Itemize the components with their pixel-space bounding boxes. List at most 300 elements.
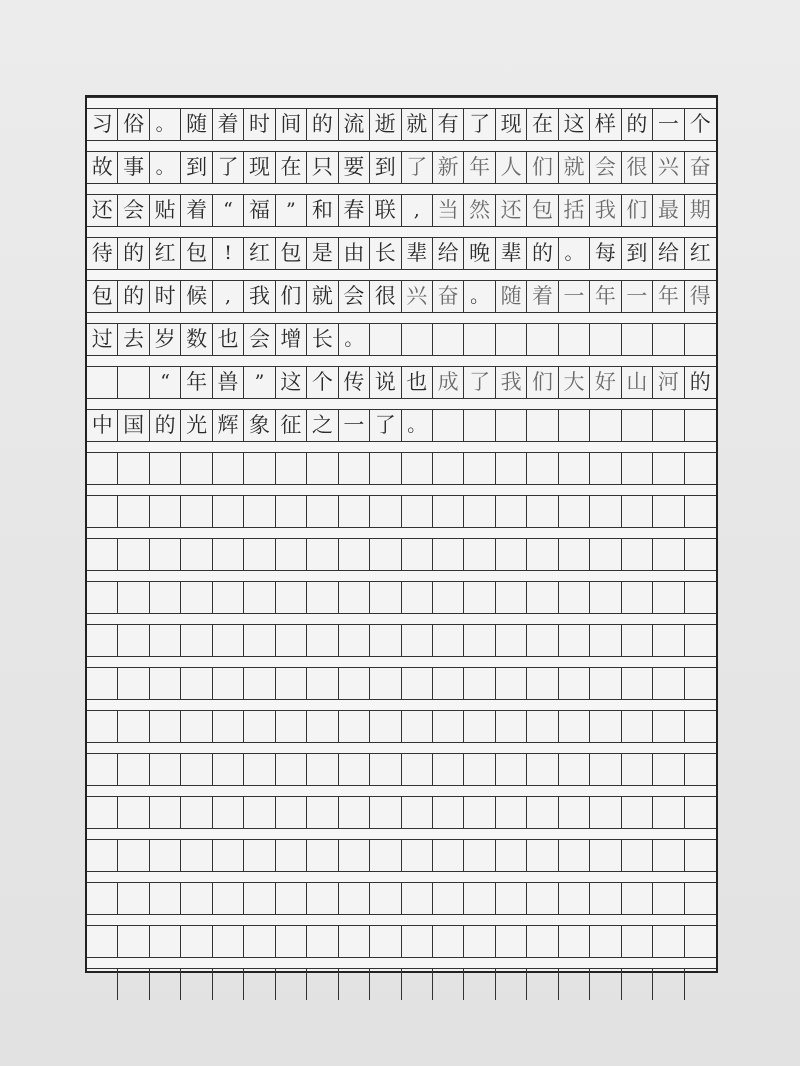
grid-cell — [433, 539, 464, 570]
grid-cell — [307, 711, 338, 742]
grid-cell — [339, 797, 370, 828]
grid-row-separator — [87, 484, 716, 496]
grid-cell — [559, 883, 590, 914]
grid-cell — [87, 969, 118, 1000]
grid-cell: 着 — [213, 109, 244, 140]
grid-row-separator — [87, 914, 716, 926]
grid-cell — [370, 582, 401, 613]
grid-cell: 是 — [307, 238, 338, 269]
grid-cell — [402, 625, 433, 656]
grid-cell — [118, 668, 149, 699]
grid-cell — [559, 625, 590, 656]
grid-cell — [622, 668, 653, 699]
grid-cell — [464, 711, 495, 742]
grid-row — [87, 539, 716, 570]
grid-row-separator — [87, 699, 716, 711]
grid-cell — [527, 410, 558, 441]
grid-cell: 晚 — [464, 238, 495, 269]
grid-cell: 现 — [244, 152, 275, 183]
grid-cell — [527, 625, 558, 656]
grid-cell — [307, 797, 338, 828]
grid-cell — [213, 883, 244, 914]
grid-cell: 由 — [339, 238, 370, 269]
grid-cell: 辈 — [496, 238, 527, 269]
grid-cell — [653, 453, 684, 484]
grid-cell — [181, 625, 212, 656]
grid-cell: “ — [213, 195, 244, 226]
grid-cell — [559, 926, 590, 957]
grid-cell — [370, 797, 401, 828]
grid-cell — [464, 453, 495, 484]
grid-cell: 到 — [181, 152, 212, 183]
grid-row-separator — [87, 269, 716, 281]
grid-cell: 要 — [339, 152, 370, 183]
grid-cell: 福 — [244, 195, 275, 226]
grid-cell — [590, 797, 621, 828]
grid-row-separator — [87, 441, 716, 453]
grid-cell: 过 — [87, 324, 118, 355]
grid-cell — [370, 969, 401, 1000]
grid-cell — [496, 496, 527, 527]
grid-cell — [590, 926, 621, 957]
grid-cell — [370, 883, 401, 914]
grid-row — [87, 969, 716, 1000]
grid-cell — [118, 883, 149, 914]
grid-cell — [276, 668, 307, 699]
grid-cell — [464, 625, 495, 656]
grid-cell — [307, 668, 338, 699]
grid-row-separator — [87, 226, 716, 238]
grid-cell — [653, 969, 684, 1000]
grid-cell — [276, 711, 307, 742]
grid-row — [87, 496, 716, 527]
grid-cell: 时 — [150, 281, 181, 312]
grid-row-separator — [87, 957, 716, 969]
grid-cell: 包 — [181, 238, 212, 269]
grid-cell — [244, 711, 275, 742]
grid-cell — [685, 453, 716, 484]
grid-cell: 红 — [689, 241, 711, 265]
grid-cell — [402, 797, 433, 828]
grid-cell: 红 — [150, 238, 181, 269]
grid-cell — [118, 453, 149, 484]
grid-cell: 还 — [496, 195, 527, 226]
grid-row — [87, 668, 716, 699]
grid-cell: 随 — [181, 109, 212, 140]
grid-cell: 们 — [527, 367, 558, 398]
grid-cell: , — [213, 281, 244, 312]
grid-cell: 就 — [402, 109, 433, 140]
grid-cell — [402, 711, 433, 742]
grid-cell — [276, 883, 307, 914]
grid-cell: 山 — [622, 367, 653, 398]
grid-cell — [150, 539, 181, 570]
grid-cell — [590, 539, 621, 570]
grid-cell: 。 — [559, 238, 590, 269]
grid-cell — [370, 668, 401, 699]
grid-row — [87, 926, 716, 957]
grid-cell — [307, 840, 338, 871]
grid-cell: 在 — [276, 152, 307, 183]
grid-cell: 待 — [87, 238, 118, 269]
grid-cell — [622, 797, 653, 828]
grid-cell — [87, 754, 118, 785]
grid-cell: 就 — [559, 152, 590, 183]
grid-cell — [685, 324, 716, 355]
grid-cell: 一 — [653, 109, 684, 140]
grid-cell — [402, 496, 433, 527]
grid-cell — [559, 453, 590, 484]
grid-cell — [559, 754, 590, 785]
grid-row-separator — [87, 871, 716, 883]
grid-cell — [464, 926, 495, 957]
grid-cell — [276, 840, 307, 871]
grid-cell — [622, 539, 653, 570]
grid-cell — [402, 539, 433, 570]
grid-cell — [496, 754, 527, 785]
grid-cell — [559, 797, 590, 828]
grid-cell — [622, 496, 653, 527]
grid-cell: 好 — [590, 367, 621, 398]
grid-row — [87, 195, 716, 226]
grid-cell — [87, 883, 118, 914]
grid-cell: 给 — [653, 238, 684, 269]
grid-cell — [590, 625, 621, 656]
grid-cell — [150, 926, 181, 957]
grid-cell — [181, 969, 212, 1000]
grid-cell — [496, 711, 527, 742]
grid-cell — [87, 668, 118, 699]
grid-row — [87, 453, 716, 484]
grid-cell — [339, 969, 370, 1000]
grid-cell — [276, 969, 307, 1000]
grid-cell: 年 — [653, 281, 684, 312]
grid-cell: 得 — [689, 284, 711, 308]
grid-cell — [496, 410, 527, 441]
grid-cell — [150, 711, 181, 742]
grid-cell: 个 — [689, 112, 711, 136]
grid-cell — [181, 668, 212, 699]
grid-cell — [685, 840, 716, 871]
grid-cell: 征 — [276, 410, 307, 441]
grid-cell — [87, 926, 118, 957]
grid-cell — [244, 668, 275, 699]
grid-cell — [118, 754, 149, 785]
grid-cell: 我 — [590, 195, 621, 226]
grid-cell — [276, 926, 307, 957]
grid-cell: 很 — [622, 152, 653, 183]
grid-cell — [496, 840, 527, 871]
grid-cell — [464, 840, 495, 871]
grid-cell — [339, 625, 370, 656]
grid-cell — [433, 840, 464, 871]
grid-cell — [402, 582, 433, 613]
grid-cell — [87, 625, 118, 656]
grid-cell: 间 — [276, 109, 307, 140]
grid-cell — [590, 840, 621, 871]
grid-cell — [402, 324, 433, 355]
grid-cell — [559, 324, 590, 355]
grid-cell — [307, 926, 338, 957]
grid-cell — [181, 926, 212, 957]
grid-cell: 然 — [464, 195, 495, 226]
grid-cell — [622, 883, 653, 914]
grid-cell — [496, 668, 527, 699]
grid-cell: 的 — [307, 109, 338, 140]
grid-cell — [464, 754, 495, 785]
grid-cell — [653, 754, 684, 785]
grid-cell: 在 — [527, 109, 558, 140]
grid-cell: 大 — [559, 367, 590, 398]
grid-row — [87, 840, 716, 871]
grid-row — [87, 109, 716, 140]
grid-cell: 辉 — [213, 410, 244, 441]
grid-cell: ” — [244, 367, 275, 398]
grid-cell — [685, 711, 716, 742]
grid-cell — [622, 324, 653, 355]
grid-cell: 事 — [118, 152, 149, 183]
grid-cell — [527, 668, 558, 699]
grid-cell: 只 — [307, 152, 338, 183]
grid-cell — [496, 539, 527, 570]
grid-cell — [527, 754, 558, 785]
grid-cell: 括 — [559, 195, 590, 226]
grid-cell — [244, 926, 275, 957]
grid-cell: 故 — [87, 152, 118, 183]
grid-cell — [87, 797, 118, 828]
grid-cell — [244, 840, 275, 871]
grid-cell — [402, 840, 433, 871]
grid-cell: 给 — [433, 238, 464, 269]
grid-cell — [150, 496, 181, 527]
grid-cell — [87, 582, 118, 613]
grid-cell: 的 — [118, 238, 149, 269]
grid-cell — [181, 797, 212, 828]
grid-cell — [181, 539, 212, 570]
grid-row-separator — [87, 355, 716, 367]
grid-cell: 年 — [181, 367, 212, 398]
grid-cell — [590, 324, 621, 355]
grid-cell: “ — [150, 367, 181, 398]
grid-cell — [433, 969, 464, 1000]
grid-cell — [181, 754, 212, 785]
grid-cell: 当 — [433, 195, 464, 226]
grid-cell: 一 — [339, 410, 370, 441]
grid-cell: 新 — [433, 152, 464, 183]
grid-cell: 的 — [622, 109, 653, 140]
grid-cell — [527, 840, 558, 871]
grid-cell: 时 — [244, 109, 275, 140]
grid-cell — [590, 883, 621, 914]
grid-cell: 。 — [150, 109, 181, 140]
grid-cell: 流 — [339, 109, 370, 140]
grid-cell — [150, 668, 181, 699]
grid-cell — [307, 539, 338, 570]
grid-cell — [87, 496, 118, 527]
grid-cell — [213, 539, 244, 570]
grid-cell — [653, 797, 684, 828]
grid-cell: 们 — [527, 152, 558, 183]
grid-cell — [559, 496, 590, 527]
grid-cell — [244, 797, 275, 828]
grid-cell: 俗 — [118, 109, 149, 140]
grid-cell — [213, 797, 244, 828]
grid-cell — [402, 668, 433, 699]
grid-cell: 去 — [118, 324, 149, 355]
grid-cell — [559, 840, 590, 871]
grid-cell — [622, 410, 653, 441]
grid-cell — [527, 324, 558, 355]
grid-cell — [464, 410, 495, 441]
grid-cell: 很 — [370, 281, 401, 312]
grid-cell — [433, 797, 464, 828]
grid-cell — [464, 969, 495, 1000]
grid-row-separator — [87, 613, 716, 625]
grid-cell — [433, 926, 464, 957]
grid-cell: 还 — [87, 195, 118, 226]
grid-cell: 包 — [527, 195, 558, 226]
grid-cell — [527, 883, 558, 914]
grid-cell — [87, 367, 118, 398]
grid-cell: ” — [276, 195, 307, 226]
grid-row-separator — [87, 398, 716, 410]
grid-cell — [527, 926, 558, 957]
grid-cell — [150, 754, 181, 785]
grid-cell — [402, 453, 433, 484]
grid-cell — [464, 883, 495, 914]
grid-cell — [339, 453, 370, 484]
grid-cell — [685, 797, 716, 828]
grid-cell: 了 — [464, 109, 495, 140]
grid-cell — [464, 496, 495, 527]
grid-row-separator — [87, 527, 716, 539]
grid-cell — [496, 797, 527, 828]
grid-cell — [307, 754, 338, 785]
grid-cell: 中 — [87, 410, 118, 441]
grid-cell — [464, 582, 495, 613]
grid-cell — [559, 668, 590, 699]
grid-cell: , — [402, 195, 433, 226]
grid-cell — [244, 539, 275, 570]
grid-cell: 了 — [464, 367, 495, 398]
grid-cell: 春 — [339, 195, 370, 226]
grid-cell: 联 — [370, 195, 401, 226]
grid-cell — [527, 797, 558, 828]
grid-cell — [685, 625, 716, 656]
grid-row-separator — [87, 183, 716, 195]
grid-cell — [181, 582, 212, 613]
grid-cell — [590, 711, 621, 742]
grid-cell — [402, 926, 433, 957]
grid-cell: 会 — [118, 195, 149, 226]
grid-row-separator — [87, 828, 716, 840]
grid-cell — [370, 625, 401, 656]
grid-cell — [496, 324, 527, 355]
grid-cell — [244, 883, 275, 914]
grid-cell: 现 — [496, 109, 527, 140]
grid-cell — [370, 926, 401, 957]
grid-cell: 年 — [464, 152, 495, 183]
grid-cell: 我 — [244, 281, 275, 312]
grid-cell — [685, 668, 716, 699]
grid-cell — [276, 453, 307, 484]
grid-cell: 兴 — [402, 281, 433, 312]
grid-cell: 候 — [181, 281, 212, 312]
grid-cell — [213, 668, 244, 699]
grid-cell: 增 — [276, 324, 307, 355]
grid-cell — [653, 711, 684, 742]
grid-cell — [339, 496, 370, 527]
grid-cell: 随 — [496, 281, 527, 312]
grid-cell — [213, 496, 244, 527]
grid-cell: 逝 — [370, 109, 401, 140]
grid-cell — [118, 582, 149, 613]
grid-cell — [653, 410, 684, 441]
grid-cell: 河 — [653, 367, 684, 398]
grid-cell — [527, 453, 558, 484]
grid-cell — [622, 840, 653, 871]
grid-cell: 到 — [370, 152, 401, 183]
grid-cell: 奋 — [433, 281, 464, 312]
grid-cell: 数 — [181, 324, 212, 355]
grid-cell: 贴 — [150, 195, 181, 226]
grid-cell: 包 — [87, 281, 118, 312]
grid-row — [87, 367, 716, 398]
grid-cell — [118, 367, 149, 398]
grid-cell: 到 — [622, 238, 653, 269]
grid-cell — [653, 625, 684, 656]
grid-cell: 一 — [559, 281, 590, 312]
grid-cell — [150, 625, 181, 656]
grid-cell — [87, 711, 118, 742]
grid-cell — [213, 711, 244, 742]
grid-cell — [370, 754, 401, 785]
grid-cell — [118, 797, 149, 828]
grid-row-separator — [87, 656, 716, 668]
grid-cell: 年 — [590, 281, 621, 312]
grid-cell — [118, 539, 149, 570]
grid-cell — [590, 668, 621, 699]
grid-cell: 着 — [181, 195, 212, 226]
grid-cell — [244, 754, 275, 785]
grid-cell — [339, 926, 370, 957]
grid-row — [87, 324, 716, 355]
grid-cell: 人 — [496, 152, 527, 183]
grid-cell — [307, 496, 338, 527]
grid-cell: 样 — [590, 109, 621, 140]
grid-cell — [150, 797, 181, 828]
grid-cell — [433, 496, 464, 527]
grid-row — [87, 625, 716, 656]
grid-cell: 有 — [433, 109, 464, 140]
grid-row — [87, 883, 716, 914]
grid-cell: 奋 — [689, 155, 711, 179]
grid-cell — [433, 883, 464, 914]
grid-row — [87, 711, 716, 742]
grid-cell — [496, 883, 527, 914]
grid-cell — [590, 582, 621, 613]
grid-cell — [653, 883, 684, 914]
grid-cell — [685, 754, 716, 785]
grid-cell: 了 — [213, 152, 244, 183]
grid-cell — [433, 582, 464, 613]
grid-cell: 象 — [244, 410, 275, 441]
grid-cell — [559, 410, 590, 441]
grid-cell: 习 — [87, 109, 118, 140]
grid-cell — [464, 668, 495, 699]
grid-cell — [339, 539, 370, 570]
grid-cell — [433, 453, 464, 484]
